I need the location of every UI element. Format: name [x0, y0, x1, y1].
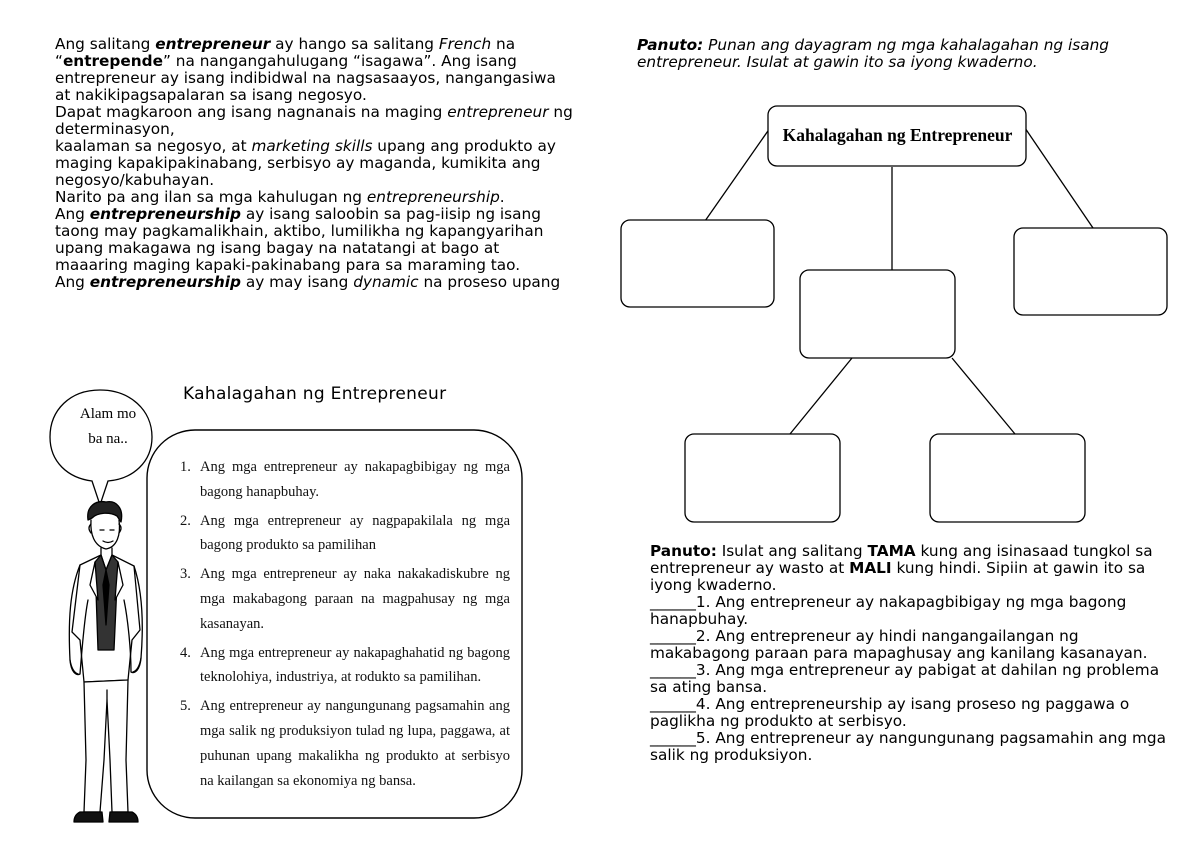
quiz-section: [650, 543, 1170, 764]
quiz-item-1: ______1. Ang entrepreneur ay nakapagbibigay ng mga bagong hanapbuhay.: [650, 593, 1127, 628]
diagram-box-bottom-left: [685, 434, 840, 522]
quiz-item-2: ______2. Ang entrepreneur ay hindi nangangailangan ng makabagong paraan para mapaghusay ang kanilang kasanayan.: [650, 627, 1148, 662]
connector-left: [705, 128, 770, 221]
list-item: 3. Ang mga entrepreneur ay naka nakakadiskubre ng mga makabagong paraan na magpahusay ng mga kasanayan.: [180, 566, 510, 632]
list-item: 1. Ang mga entrepreneur ay nakapagbibigay ng mga bagong hanapbuhay.: [180, 459, 510, 500]
list-item: 4. Ang mga entrepreneur ay nakapaghahatid ng bagong teknolohiya, industriya, at rodukto sa pamilihan.: [180, 644, 510, 686]
quiz-item-3: ______3. Ang mga entrepreneur ay pabigat at dahilan ng problema sa ating bansa.: [650, 661, 1160, 696]
quiz-instructions: Panuto: Isulat ang salitang TAMA kung ang isinasaad tungkol sa entrepreneur ay wasto at MALI kung hindi. Sipiin at gawin ito sa iyong kwaderno.: [650, 542, 1153, 594]
importance-list: [180, 455, 510, 797]
connector-bottom-right: [952, 358, 1015, 434]
diagram-box-center: [800, 270, 955, 358]
businessman-illustration: [69, 502, 142, 822]
intro-paragraph-3: kaalaman sa negosyo, at marketing skills upang ang produkto ay maging kapakipakinabang, serbisyo ay maganda, kumikita ang negosyo/kabuhayan.: [55, 137, 556, 189]
bubble-text: [62, 402, 154, 452]
quiz-item-5: ______5. Ang entrepreneur ay nangungunang pagsamahin ang mga salik ng produksiyon.: [650, 729, 1167, 764]
diagram-box-left: [621, 220, 774, 307]
diagram-box-bottom-right: [930, 434, 1085, 522]
intro-paragraph-2: Dapat magkaroon ang isang nagnanais na maging entrepreneur ng determinasyon,: [55, 103, 573, 138]
panuto-diagram-instructions: Panuto: Punan ang dayagram ng mga kahalagahan ng isang entrepreneur. Isulat at gawin ito sa iyong kwaderno.: [637, 36, 1109, 71]
diagram-title: Kahalagahan ng Entrepreneur: [782, 125, 1013, 145]
list-item: 2. Ang mga entrepreneur ay nagpapakilala ng mga bagong produkto sa pamilihan: [180, 512, 510, 554]
intro-paragraph-6: Ang entrepreneurship ay may isang dynamic na proseso upang: [55, 273, 561, 291]
diagram-box-right: [1014, 228, 1167, 315]
section-title: Kahalagahan ng Entrepreneur: [183, 384, 447, 404]
bubble-line-2: ba na..: [88, 431, 128, 447]
diagram: [600, 0, 1200, 540]
list-item: 5. Ang entrepreneur ay nangungunang pagsamahin ang mga salik ng produksiyon tulad ng lupa, paggawa, at puhunan upang makalikha ng produkto at serbisyo na kailangan sa ekonomiya ng bansa.: [180, 698, 510, 789]
connector-bottom-left: [790, 358, 852, 434]
intro-paragraph-5: Ang entrepreneurship ay isang saloobin sa pag-iisip ng isang taong may pagkamalikhain, aktibo, lumilikha ng kapangyarihan upang makagawa ng isang bagay na natatangi at bago at maaaring maging kapaki-pakinabang para sa maraming tao.: [55, 205, 544, 274]
bubble-line-1: Alam mo: [79, 406, 137, 422]
intro-paragraph-1: Ang salitang entrepreneur ay hango sa salitang French na “entrepende” na nangangahulugang “isagawa”. Ang isang entrepreneur ay isang indibidwal na nagsasaayos, nangangasiwa at nakikipagsapalaran sa isang negosyo.: [55, 36, 556, 104]
panuto-label: Panuto:: [637, 36, 704, 54]
intro-paragraph-4: Narito pa ang ilan sa mga kahulugan ng entrepreneurship.: [55, 188, 505, 206]
quiz-item-4: ______4. Ang entrepreneurship ay isang proseso ng paggawa o paglikha ng produkto at serbisyo.: [650, 695, 1130, 730]
connector-right: [1025, 128, 1093, 228]
